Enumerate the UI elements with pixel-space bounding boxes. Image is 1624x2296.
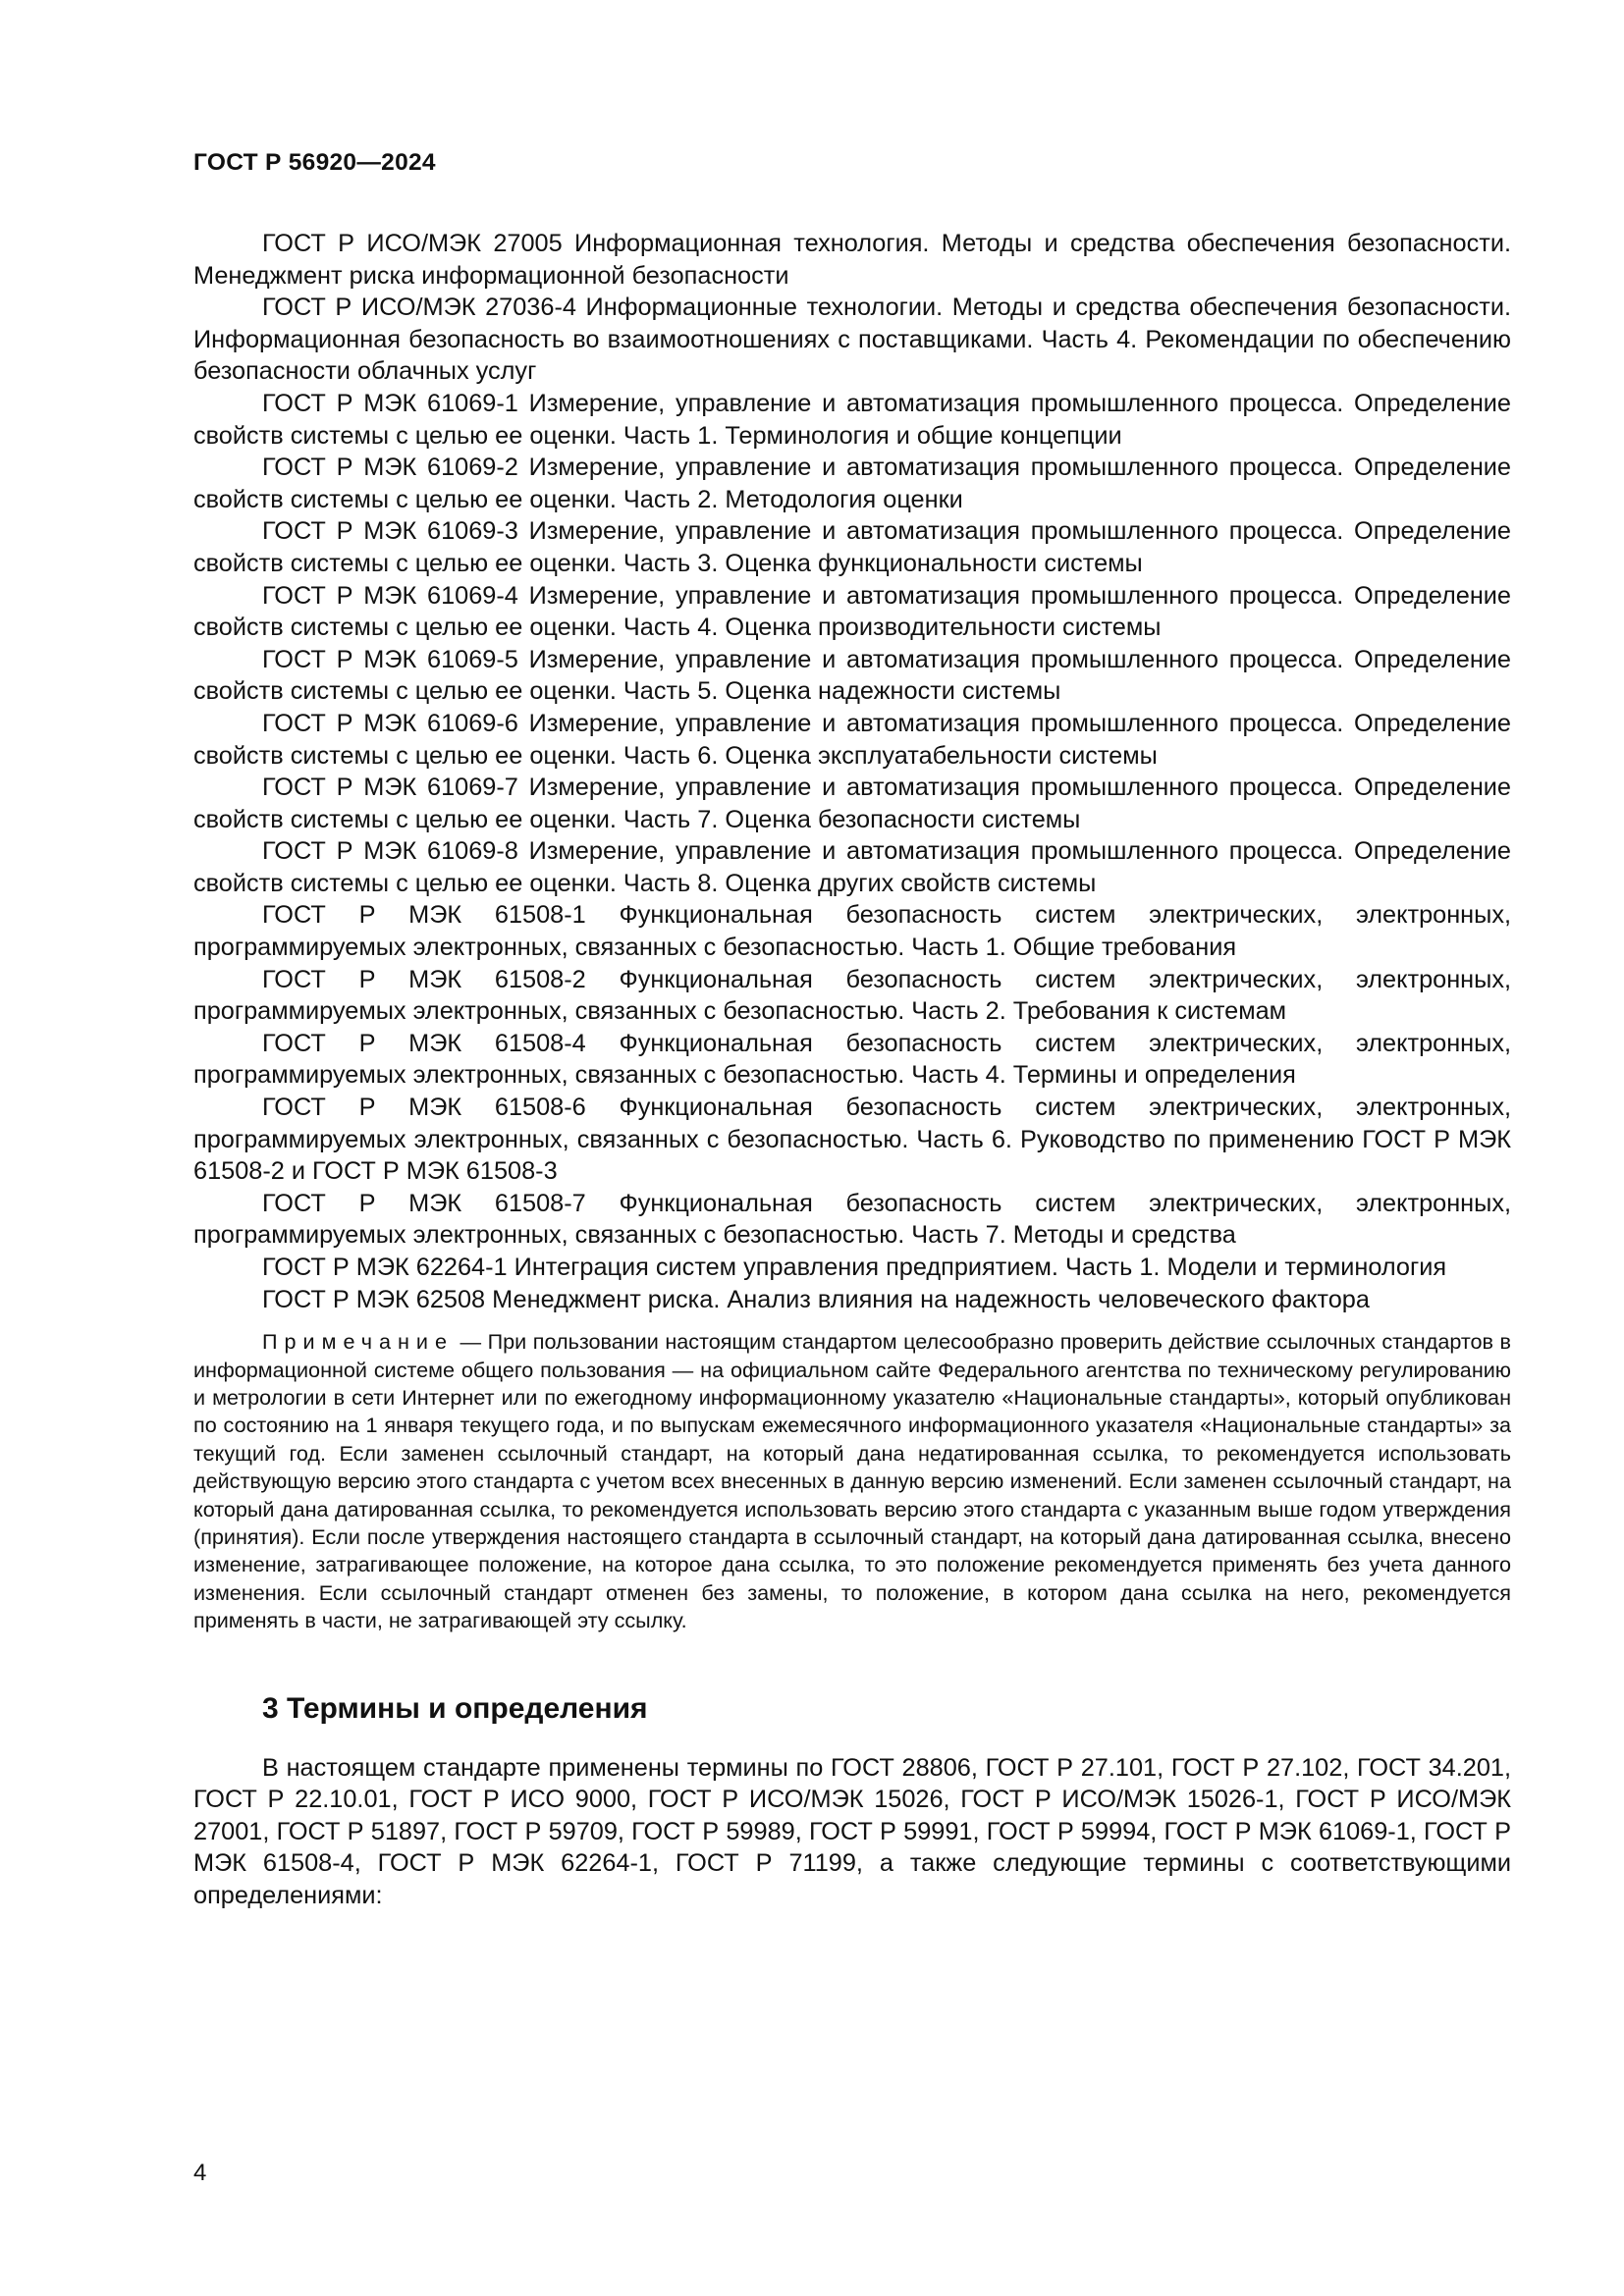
- reference-item: [193, 580, 1511, 644]
- reference-code: ГОСТ Р МЭК 61069-6: [262, 709, 518, 737]
- reference-title: Измерение, управление и автоматизация промышленного процесса. Определение свойств системы с целью ее оценки. Часть 1. Терминология и общие концепции: [193, 389, 1511, 450]
- reference-item: [193, 1188, 1511, 1252]
- reference-title: Функциональная безопасность систем электрических, электронных, программируемых электронных, связанных с безопасностью. Часть 7. Методы и средства: [193, 1189, 1512, 1250]
- reference-item: [193, 835, 1511, 899]
- reference-item: [193, 292, 1511, 388]
- note-paragraph: [193, 1328, 1511, 1634]
- reference-title: Измерение, управление и автоматизация промышленного процесса. Определение свойств системы с целью ее оценки. Часть 3. Оценка функциональности системы: [193, 517, 1511, 577]
- reference-code: ГОСТ Р МЭК 61508-7: [262, 1189, 586, 1217]
- reference-code: ГОСТ Р МЭК 61069-7: [262, 774, 518, 802]
- page-content: [193, 228, 1511, 1912]
- reference-item: [193, 388, 1511, 452]
- document-header: ГОСТ Р 56920—2024: [193, 149, 436, 176]
- reference-item: [193, 1028, 1511, 1092]
- reference-code: ГОСТ Р МЭК 61069-1: [262, 389, 518, 417]
- reference-item: [193, 899, 1511, 963]
- reference-item: [193, 452, 1511, 515]
- reference-code: ГОСТ Р МЭК 61069-8: [262, 837, 518, 866]
- reference-item: [193, 644, 1511, 708]
- reference-title: Функциональная безопасность систем электрических, электронных, программируемых электронных, связанных с безопасностью. Часть 1. Общие требования: [193, 901, 1512, 962]
- reference-code: ГОСТ Р МЭК 62508: [262, 1285, 486, 1313]
- reference-code: ГОСТ Р МЭК 61508-2: [262, 965, 586, 993]
- reference-title: Измерение, управление и автоматизация промышленного процесса. Определение свойств системы с целью ее оценки. Часть 2. Методология оценки: [193, 454, 1511, 513]
- reference-title: Интеграция систем управления предприятием. Часть 1. Модели и терминология: [507, 1254, 1447, 1281]
- reference-title: Информационные технологии. Методы и средства обеспечения безопасности. Информационная безопасность во взаимоотношениях с поставщиками. Часть 4. Рекомендации по обеспечению безопасности облачных услуг: [193, 294, 1511, 386]
- reference-code: ГОСТ Р МЭК 61508-6: [262, 1094, 586, 1122]
- reference-code: ГОСТ Р МЭК 61069-5: [262, 645, 518, 673]
- reference-code: ГОСТ Р МЭК 61069-3: [262, 517, 518, 546]
- section-heading: 3 Термины и определения: [262, 1691, 648, 1725]
- note-text: — При пользовании настоящим стандартом целесообразно проверить действие ссылочных стандартов в информационной системе общего пользования — на официальном сайте Федерального агентства по техническому регулированию и метрологии в сети Интернет или по ежегодному информационному указателю «Национальные стандарты», который опубликован по состоянию на 1 января текущего года, и по выпускам ежемесячного информационного указателя «Национальные стандарты» за текущий год. Если заменен ссылочный стандарт, на который дана недатированная ссылка, то рекомендуется использовать действующую версию этого стандарта с учетом всех внесенных в данную версию изменений. Если заменен ссылочный стандарт, на который дана датированная ссылка, то рекомендуется использовать версию этого стандарта с указанным выше годом утверждения (принятия). Если после утверждения настоящего стандарта в ссылочный стандарт, на который дана датированная ссылка, внесено изменение, затрагивающее положение, на которое дана ссылка, то это положение рекомендуется применять без учета данного изменения. Если ссылочный стандарт отменен без замены, то положение, в котором дана ссылка на него, рекомендуется применять в части, не затрагивающей эту ссылку.: [193, 1329, 1511, 1633]
- reference-code: ГОСТ Р МЭК 61069-2: [262, 454, 518, 482]
- reference-code: ГОСТ Р МЭК 61508-4: [262, 1029, 586, 1057]
- reference-title: Измерение, управление и автоматизация промышленного процесса. Определение свойств системы с целью ее оценки. Часть 6. Оценка эксплуатабельности системы: [193, 709, 1511, 770]
- reference-item: [193, 1092, 1511, 1188]
- section-intro-paragraph: В настоящем стандарте применены термины по ГОСТ 28806, ГОСТ Р 27.101, ГОСТ Р 27.102, ГОСТ 34.201, ГОСТ Р 22.10.01, ГОСТ Р ИСО 9000, ГОСТ Р ИСО/МЭК 15026, ГОСТ Р ИСО/МЭК 15026-1, ГОСТ Р ИСО/МЭК 27001, ГОСТ Р 51897, ГОСТ Р 59709, ГОСТ Р 59989, ГОСТ Р 59991, ГОСТ Р 59994, ГОСТ Р МЭК 61069-1, ГОСТ Р МЭК 61508-4, ГОСТ Р МЭК 62264-1, ГОСТ Р 71199, а также следующие термины с соответствующими определениями:: [193, 1753, 1511, 1910]
- reference-title: Функциональная безопасность систем электрических, электронных, программируемых электронных, связанных с безопасностью. Часть 4. Термины и определения: [193, 1029, 1512, 1090]
- reference-title: Измерение, управление и автоматизация промышленного процесса. Определение свойств системы с целью ее оценки. Часть 5. Оценка надежности системы: [193, 645, 1511, 706]
- reference-item: [193, 708, 1511, 772]
- reference-item: [193, 515, 1511, 579]
- reference-code: ГОСТ Р ИСО/МЭК 27036-4: [262, 294, 576, 322]
- reference-title: Менеджмент риска. Анализ влияния на надежность человеческого фактора: [485, 1285, 1370, 1313]
- reference-item: [193, 1284, 1511, 1316]
- note-label: Примечание: [262, 1329, 454, 1355]
- reference-item: [193, 964, 1511, 1028]
- reference-item: [193, 1252, 1511, 1284]
- reference-title: Функциональная безопасность систем электрических, электронных, программируемых электронных, связанных с безопасностью. Часть 6. Руководство по применению ГОСТ Р МЭК 61508-2 и ГОСТ Р МЭК 61508-3: [193, 1094, 1512, 1186]
- reference-code: ГОСТ Р ИСО/МЭК 27005: [262, 230, 563, 257]
- reference-item: [193, 772, 1511, 835]
- page-number: 4: [193, 2160, 207, 2186]
- reference-code: ГОСТ Р МЭК 62264-1: [262, 1254, 508, 1281]
- reference-title: Информационная технология. Методы и средства обеспечения безопасности. Менеджмент риска информационной безопасности: [193, 230, 1511, 290]
- reference-title: Функциональная безопасность систем электрических, электронных, программируемых электронных, связанных с безопасностью. Часть 2. Требования к системам: [193, 965, 1512, 1026]
- reference-title: Измерение, управление и автоматизация промышленного процесса. Определение свойств системы с целью ее оценки. Часть 8. Оценка других свойств системы: [193, 837, 1511, 897]
- reference-code: ГОСТ Р МЭК 61069-4: [262, 581, 518, 610]
- reference-list: [193, 228, 1511, 1315]
- reference-title: Измерение, управление и автоматизация промышленного процесса. Определение свойств системы с целью ее оценки. Часть 7. Оценка безопасности системы: [193, 774, 1511, 833]
- reference-title: Измерение, управление и автоматизация промышленного процесса. Определение свойств системы с целью ее оценки. Часть 4. Оценка производительности системы: [193, 581, 1511, 642]
- reference-item: [193, 228, 1511, 292]
- reference-code: ГОСТ Р МЭК 61508-1: [262, 901, 586, 930]
